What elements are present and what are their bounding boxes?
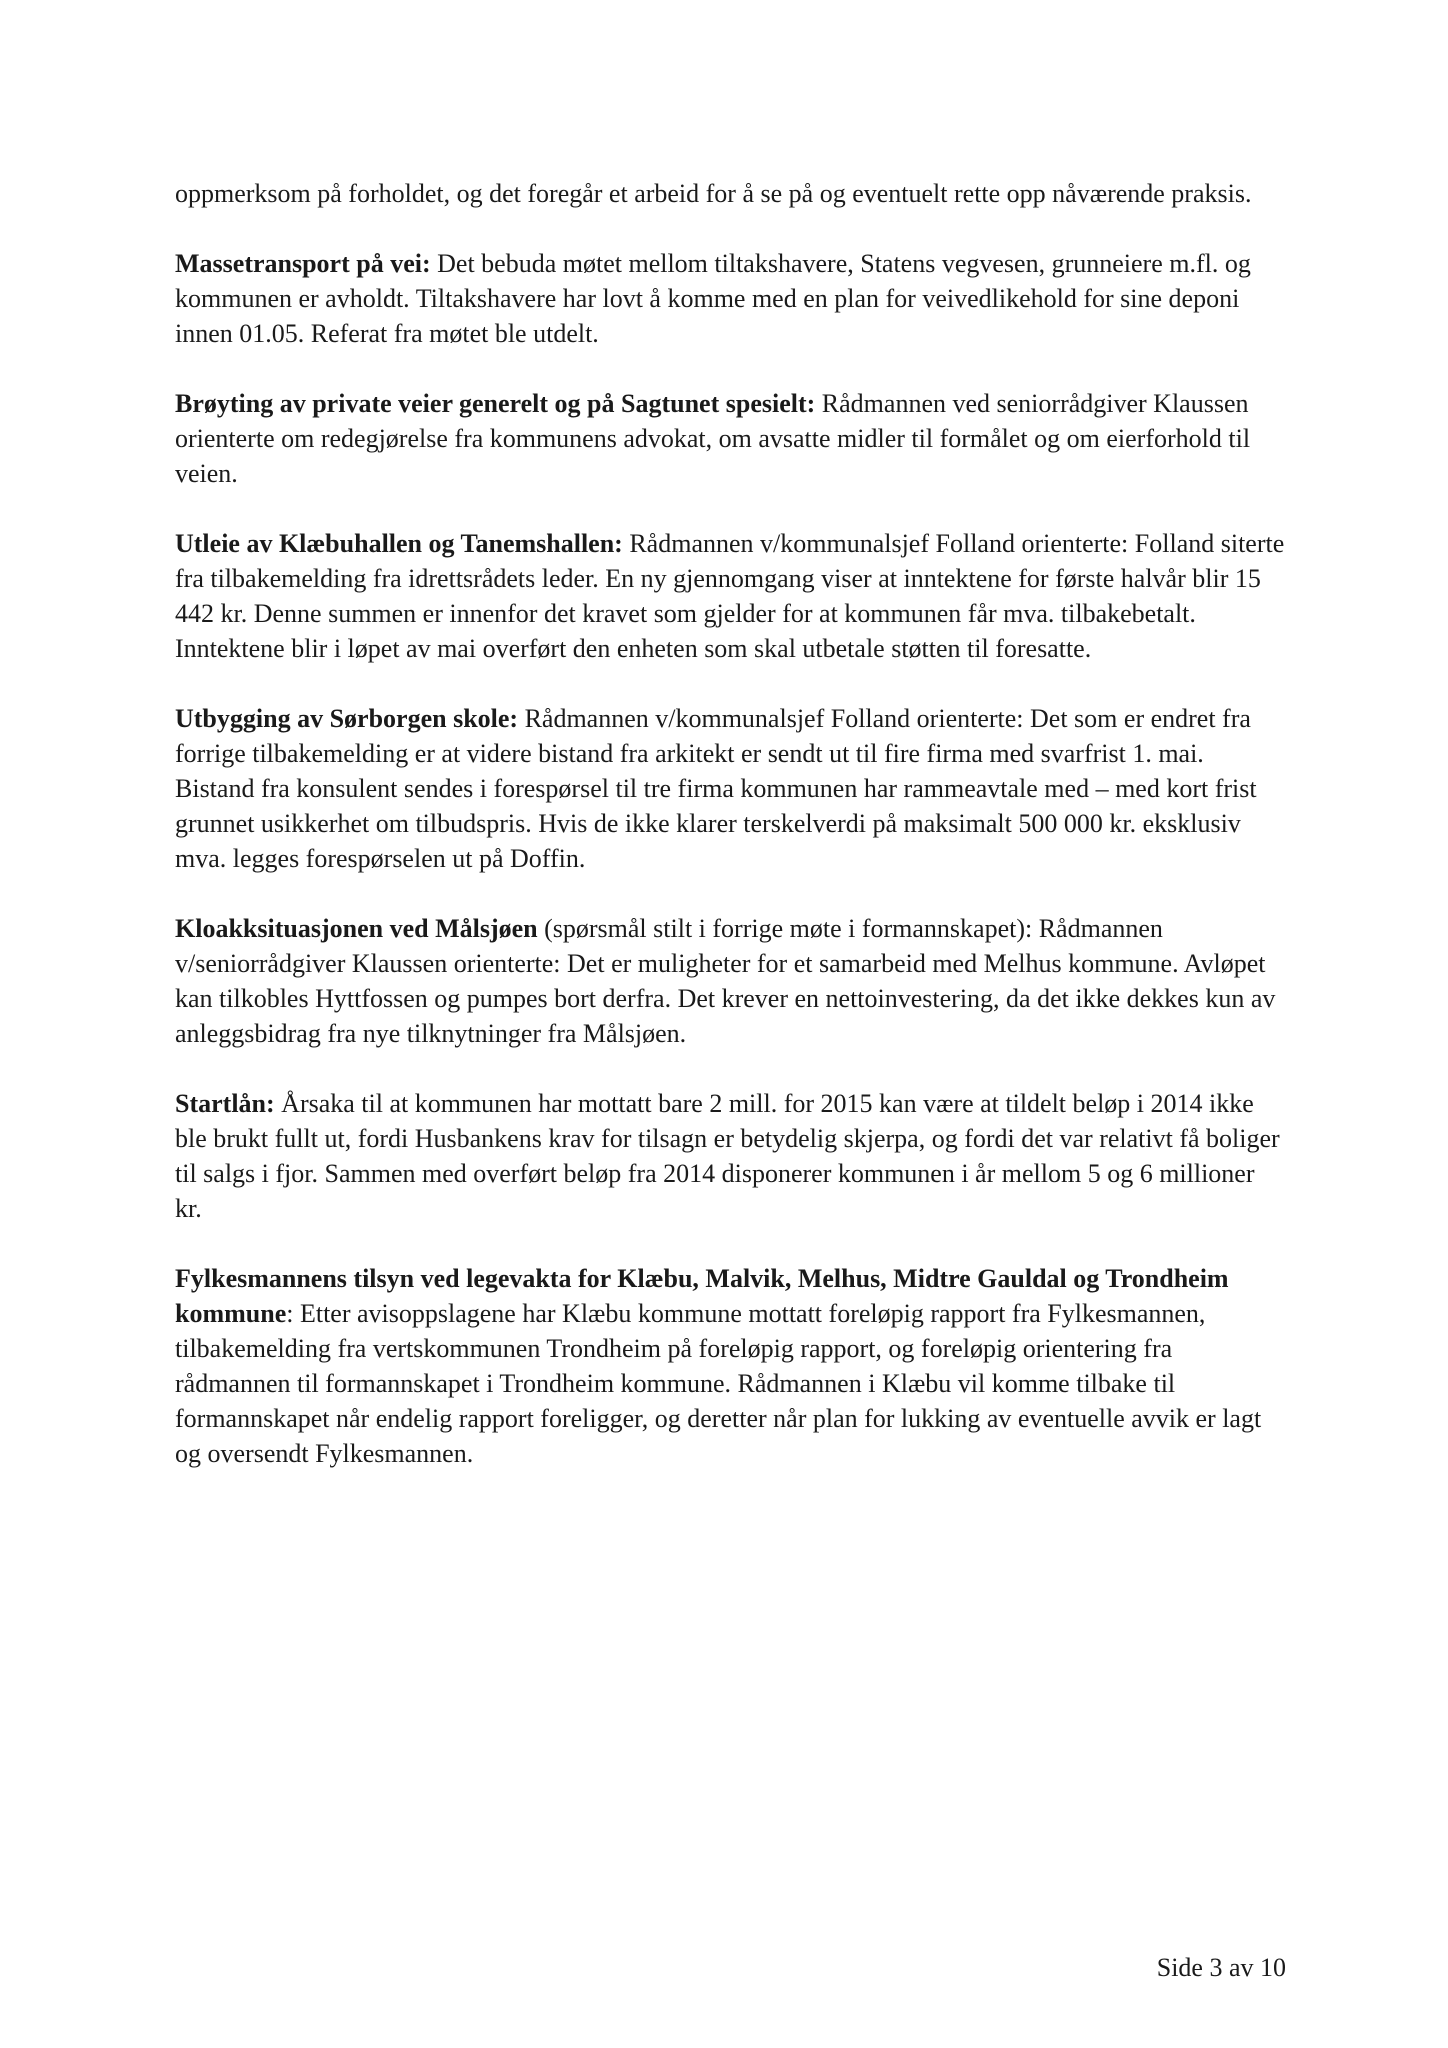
paragraph-broyting <box>175 386 1285 491</box>
paragraph-utleie <box>175 526 1285 666</box>
paragraph-text: Rådmannen ved seniorrådgiver Klaussen orienterte om redegjørelse fra kommunens advokat, om avsatte midler til formålet og om eierforhold til veien. <box>175 389 1251 488</box>
page-number: Side 3 av 10 <box>1156 1953 1286 1982</box>
paragraph-text: (spørsmål stilt i forrige møte i formannskapet): Rådmannen v/seniorrådgiver Klaussen orienterte: Det er muligheter for et samarbeid med Melhus kommune. Avløpet kan tilkobles Hyttfossen og pumpes bort derfra. Det krever en nettoinvestering, da det ikke dekkes kun av anleggsbidrag fra nye tilknytninger fra Målsjøen. <box>175 914 1276 1048</box>
paragraph-text: Rådmannen v/kommunalsjef Folland orienterte: Det som er endret fra forrige tilbakemelding er at videre bistand fra arkitekt er sendt ut til fire firma med svarfrist 1. mai. Bistand fra konsulent sendes i forespørsel til tre firma kommunen har rammeavtale med – med kort frist grunnet usikkerhet om tilbudspris. Hvis de ikke klarer terskelverdi på maksimalt 500 000 kr. eksklusiv mva. legges forespørselen ut på Doffin. <box>175 704 1257 873</box>
paragraph-heading: Utbygging av Sørborgen skole: <box>175 704 519 733</box>
paragraph-text: Det bebuda møtet mellom tiltakshavere, Statens vegvesen, grunneiere m.fl. og kommunen er avholdt. Tiltakshavere har lovt å komme med en plan for veivedlikehold for sine deponi innen 01.05. Referat fra møtet ble utdelt. <box>175 249 1251 348</box>
paragraph-tilsyn <box>175 1261 1285 1471</box>
paragraph-startlan <box>175 1086 1285 1226</box>
paragraph-heading: Brøyting av private veier generelt og på Sagtunet spesielt: <box>175 389 816 418</box>
paragraph-text: Rådmannen v/kommunalsjef Folland orienterte: Folland siterte fra tilbakemelding fra idrettsrådets leder. En ny gjennomgang viser at inntektene for første halvår blir 15 442 kr. Denne summen er innenfor det kravet som gjelder for at kommunen får mva. tilbakebetalt. Inntektene blir i løpet av mai overført den enheten som skal utbetale støtten til foresatte. <box>175 529 1285 663</box>
paragraph-massetransport <box>175 246 1285 351</box>
paragraph-text: : Etter avisoppslagene har Klæbu kommune mottatt foreløpig rapport fra Fylkesmannen, tilbakemelding fra vertskommunen Trondheim på foreløpig rapport, og foreløpig orientering fra rådmannen til formannskapet i Trondheim kommune. Rådmannen i Klæbu vil komme tilbake til formannskapet når endelig rapport foreligger, og deretter når plan for lukking av eventuelle avvik er lagt og oversendt Fylkesmannen. <box>175 1299 1262 1468</box>
paragraph-heading: Utleie av Klæbuhallen og Tanemshallen: <box>175 529 623 558</box>
paragraph-heading: Kloakksituasjonen ved Målsjøen <box>175 914 538 943</box>
paragraph-continuation <box>175 176 1285 211</box>
document-body <box>175 176 1285 1506</box>
paragraph-heading: Massetransport på vei: <box>175 249 431 278</box>
paragraph-heading: Fylkesmannens tilsyn ved legevakta for Klæbu, Malvik, Melhus, Midtre Gauldal og Trondheim kommune <box>175 1264 1229 1328</box>
paragraph-text: Årsaka til at kommunen har mottatt bare 2 mill. for 2015 kan være at tildelt beløp i 2014 ikke ble brukt fullt ut, fordi Husbankens krav for tilsagn er betydelig skjerpa, og fordi det var relativt få boliger til salgs i fjor. Sammen med overført beløp fra 2014 disponerer kommunen i år mellom 5 og 6 millioner kr. <box>175 1089 1280 1223</box>
paragraph-utbygging <box>175 701 1285 876</box>
paragraph-heading: Startlån: <box>175 1089 275 1118</box>
paragraph-kloakk <box>175 911 1285 1051</box>
paragraph-text: oppmerksom på forholdet, og det foregår et arbeid for å se på og eventuelt rette opp nåværende praksis. <box>175 179 1252 208</box>
